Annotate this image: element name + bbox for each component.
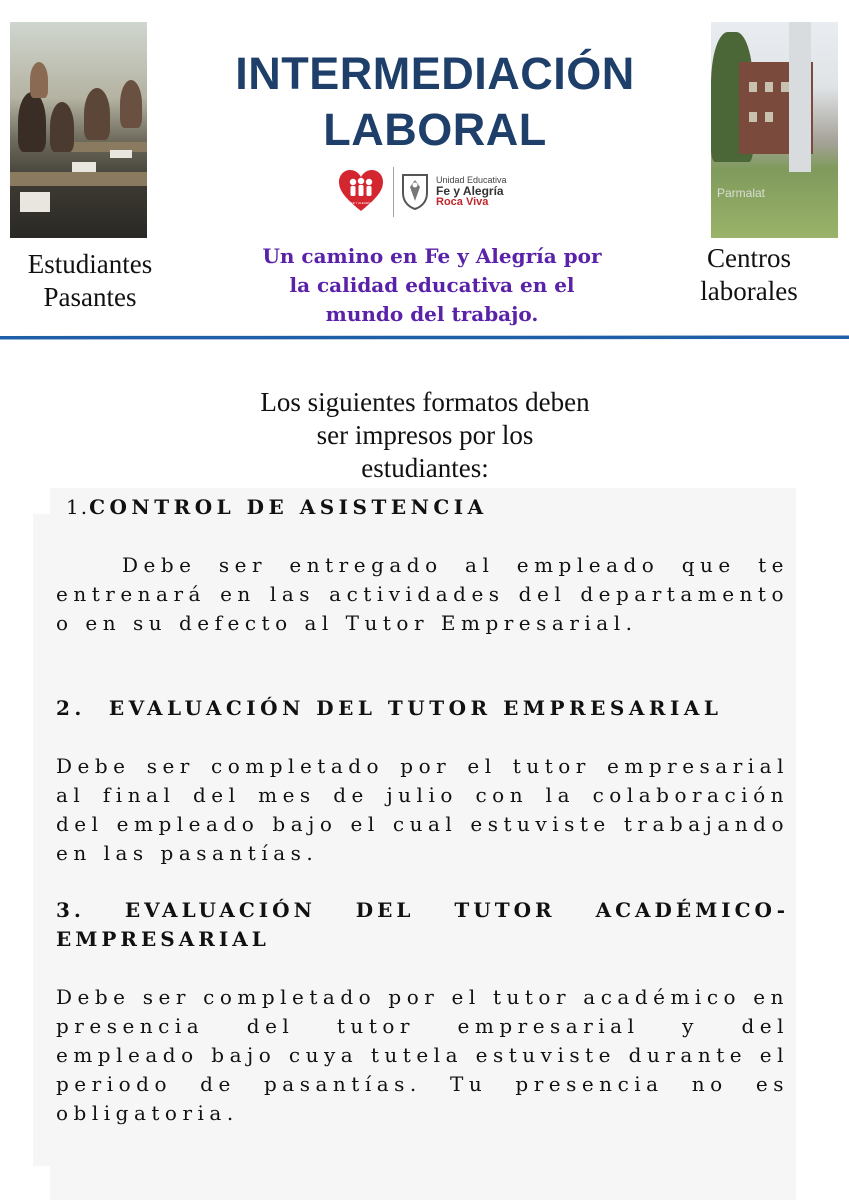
intro-line1: Los siguientes formatos deben bbox=[260, 387, 590, 417]
logo-divider bbox=[393, 167, 394, 217]
item-3-title: EVALUACIÓN DEL TUTOR ACADÉMICO-EMPRESARIAL bbox=[56, 898, 789, 951]
students-photo bbox=[10, 22, 147, 238]
school-logo-line3: Roca Viva bbox=[436, 196, 489, 208]
item-2-number: 2. bbox=[56, 696, 86, 720]
school-logo-text bbox=[436, 175, 507, 208]
content-panel-edge bbox=[33, 514, 51, 1166]
item-1-title: CONTROL DE ASISTENCIA bbox=[89, 495, 488, 519]
student-shape bbox=[120, 80, 142, 128]
student-shape bbox=[50, 102, 74, 152]
desk-shape bbox=[70, 142, 147, 152]
student-shape bbox=[84, 88, 110, 140]
logos bbox=[338, 165, 528, 225]
photo-watermark: Parmalat bbox=[717, 186, 766, 200]
students-label bbox=[0, 248, 180, 314]
slogan-line1: Un camino en Fe y Alegría por bbox=[262, 244, 602, 268]
page-title-line2: LABORAL bbox=[323, 104, 547, 155]
student-shape bbox=[30, 62, 48, 98]
workplaces-label bbox=[676, 242, 822, 308]
workplace-photo bbox=[711, 22, 838, 238]
school-logo-line2: Fe y Alegría bbox=[436, 184, 504, 198]
fe-y-alegria-heart-logo bbox=[338, 169, 384, 213]
heart-logo-text: FE Y ALEGRÍA bbox=[350, 201, 372, 205]
item-3-heading bbox=[56, 896, 789, 954]
students-label-line1: Estudiantes bbox=[27, 249, 153, 279]
header-divider bbox=[0, 335, 849, 341]
window-shape bbox=[765, 82, 773, 92]
student-shape bbox=[18, 92, 46, 152]
workplaces-label-line2: laborales bbox=[700, 276, 798, 306]
slogan-line2: la calidad educativa en el bbox=[289, 273, 575, 297]
intro-line2: ser impresos por los bbox=[316, 420, 534, 450]
paper-shape bbox=[110, 150, 132, 158]
paper-shape bbox=[72, 162, 96, 172]
students-label-line2: Pasantes bbox=[43, 282, 137, 312]
desk-shape bbox=[10, 172, 147, 186]
window-shape bbox=[765, 112, 773, 122]
item-2-heading bbox=[56, 694, 789, 723]
window-shape bbox=[749, 112, 757, 122]
intro-text bbox=[200, 386, 650, 485]
intro-line3: estudiantes: bbox=[361, 453, 489, 483]
item-2-title: EVALUACIÓN DEL TUTOR EMPRESARIAL bbox=[108, 696, 723, 720]
item-2-text: Debe ser completado por el tutor empresarial al final del mes de julio con la colaboración del empleado bajo el cual estuviste trabajando en las pasantías. bbox=[56, 754, 789, 865]
item-1-text: Debe ser entregado al empleado que te entrenará en las actividades del departamento o en su defecto al Tutor Empresarial. bbox=[56, 553, 789, 635]
page-title-line1: INTERMEDIACIÓN bbox=[235, 48, 635, 99]
window-shape bbox=[749, 82, 757, 92]
paper-shape bbox=[20, 192, 50, 212]
slogan bbox=[226, 242, 638, 329]
item-3-text: Debe ser completado por el tutor académico en presencia del tutor empresarial y del empleado bajo cuya tutela estuviste durante el periodo de pasantías. Tu presencia no es obligatoria. bbox=[56, 985, 789, 1125]
page-title bbox=[200, 46, 670, 158]
tower-shape bbox=[789, 22, 811, 172]
workplaces-label-line1: Centros bbox=[707, 243, 791, 273]
slogan-line3: mundo del trabajo. bbox=[325, 302, 539, 326]
school-logo-line1: Unidad Educativa bbox=[436, 175, 507, 185]
item-3-number: 3. bbox=[56, 898, 85, 922]
item-1-heading bbox=[66, 493, 766, 522]
item-1-number: 1. bbox=[66, 495, 90, 519]
window-shape bbox=[781, 82, 789, 92]
school-crest-icon bbox=[400, 171, 430, 211]
